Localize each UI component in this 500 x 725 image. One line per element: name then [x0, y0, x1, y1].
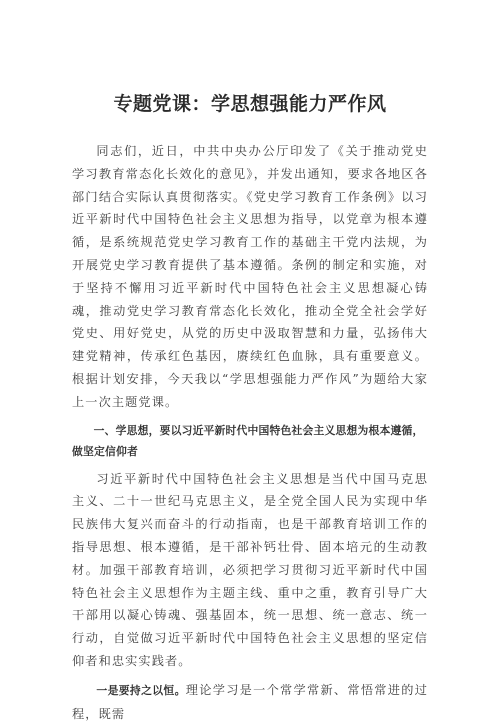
document-body: [72, 140, 428, 725]
subpoint-text: 理论学习是一个常学常新、常悟常进的过程，既需: [72, 682, 428, 721]
section-heading: 一、学思想，要以习近平新时代中国特色社会主义思想为根本遵循，做坚定信仰者: [72, 423, 424, 458]
section-paragraph: 习近平新时代中国特色社会主义思想是当代中国马克思主义、二十一世纪马克思主义，是全党全国人民为实现中华民族伟大复兴而奋斗的行动指南，也是干部教育培训工作的指导思想、根本遵循，是干部补钙壮骨、固本培元的生动教材。加强干部教育培训，必须把学习贯彻习近平新时代中国特色社会主义思想作为主题主线、重中之重，教育引导广大干部用以凝心铸魂、强基固本，统一思想、统一意志、统一行动，自觉做习近平新时代中国特色社会主义思想的坚定信仰者和忠实实践者。: [72, 471, 428, 668]
page-title: 专题党课：学思想强能力严作风: [113, 93, 387, 115]
subpoint-lead: 一是要持之以恒。: [96, 683, 186, 697]
intro-paragraph: 同志们，近日，中共中央办公厅印发了《关于推动党史学习教育常态化长效化的意见》，并发出通知，要求各地区各部门结合实际认真贯彻落实。《党史学习教育工作条例》以习近平新时代中国特色社会主义思想为指导，以党章为根本遵循，是系统规范党史学习教育工作的基础主干党内法规，为开展党史学习教育提供了基本遵循。条例的制定和实施，对于坚持不懈用习近平新时代中国特色社会主义思想凝心铸魂，推动党史学习教育常态化长效化，推动全党全社会学好党史、用好党史，从党的历史中汲取智慧和力量，弘扬伟大建党精神，传承红色基因，赓续红色血脉，具有重要意义。根据计划安排，今天我以“学思想强能力严作风”为题给大家上一次主题党课。: [72, 144, 428, 409]
subpoint-paragraph: [72, 679, 428, 725]
